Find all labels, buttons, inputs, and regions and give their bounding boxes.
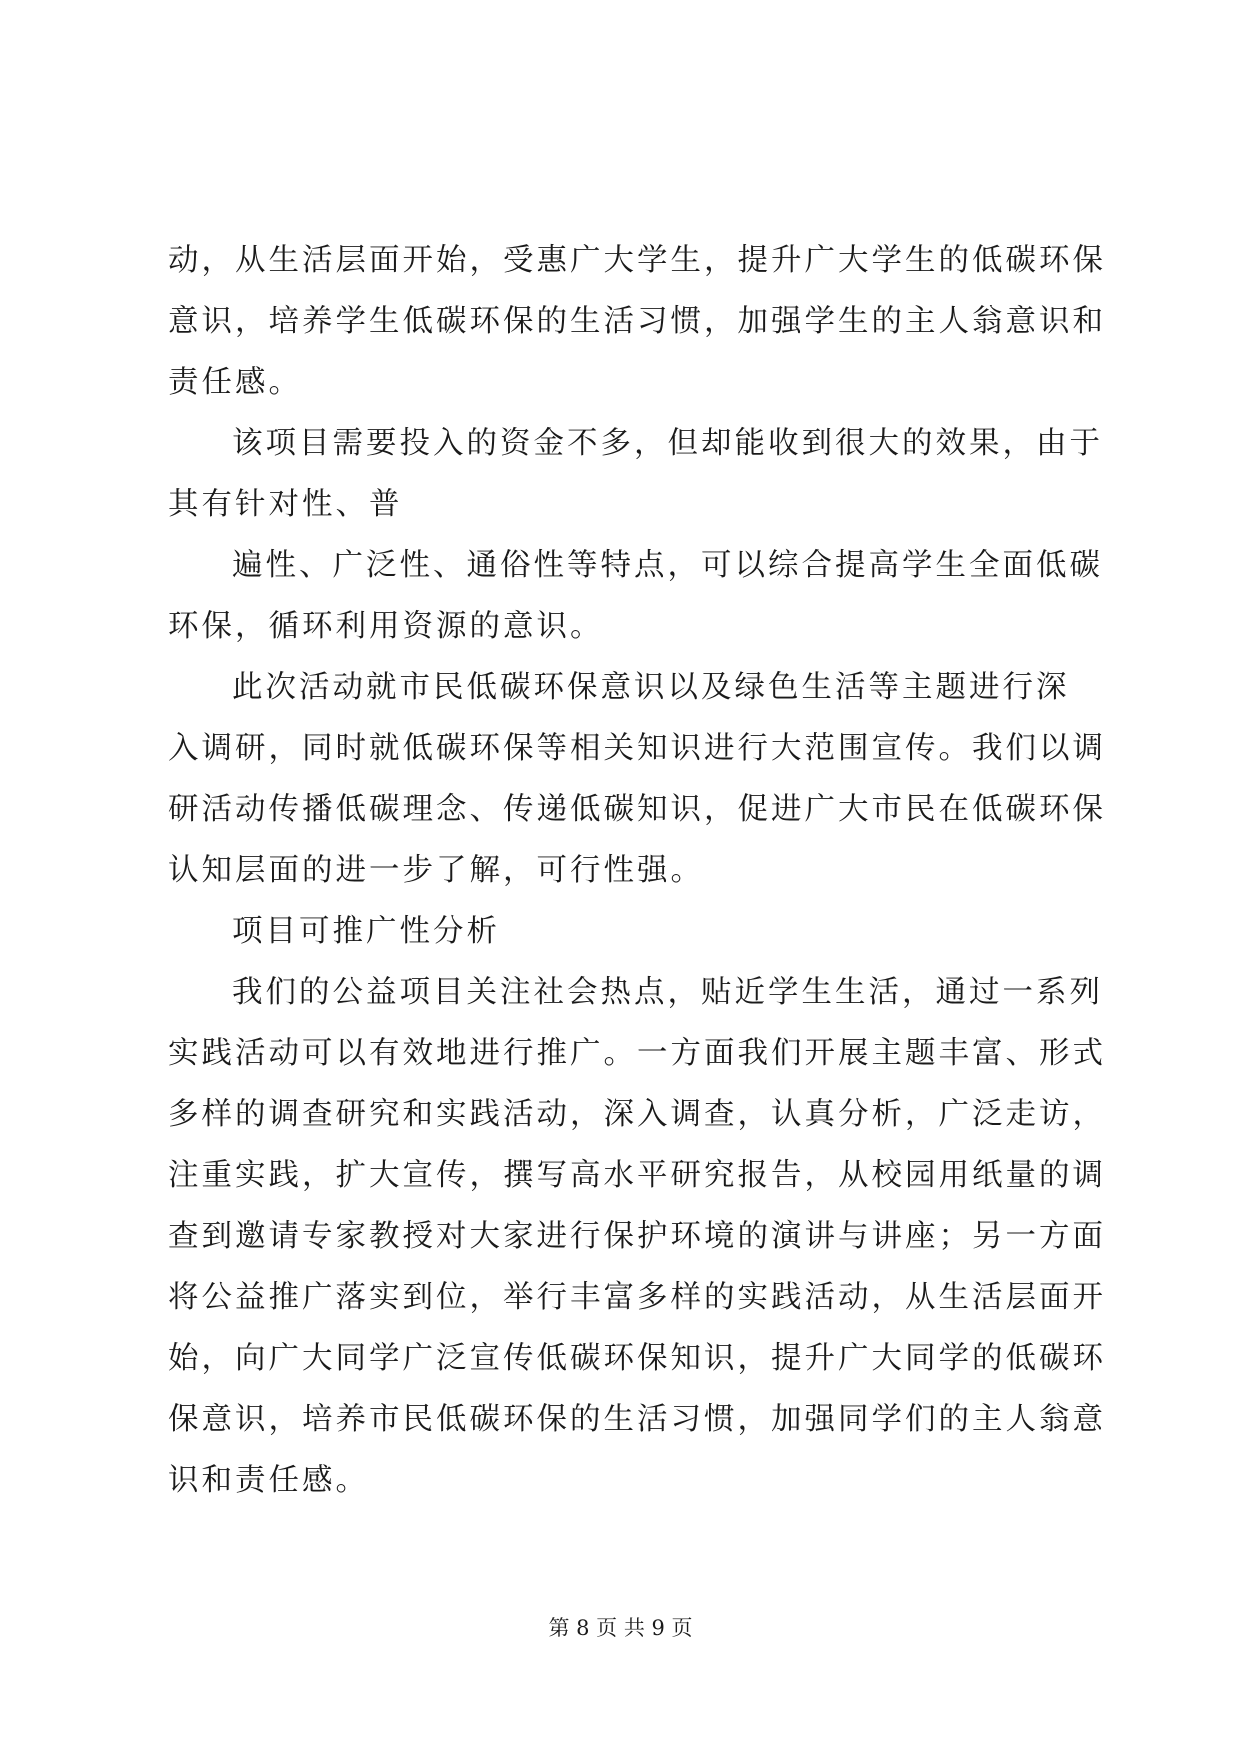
text-line: 研活动传播低碳理念、传递低碳知识，促进广大市民在低碳环保 [168,792,1106,827]
text-line: 此次活动就市民低碳环保意识以及绿色生活等主题进行深 [232,670,1070,705]
text-line: 项目可推广性分析 [232,914,500,949]
text-line: 意识，培养学生低碳环保的生活习惯，加强学生的主人翁意识和 [168,304,1106,339]
text-line: 我们的公益项目关注社会热点，贴近学生生活，通过一系列 [232,975,1103,1010]
text-line: 责任感。 [168,365,302,400]
text-line: 注重实践，扩大宣传，撰写高水平研究报告，从校园用纸量的调 [168,1158,1106,1193]
document-body [168,230,1106,1511]
text-line: 多样的调查研究和实践活动，深入调查，认真分析，广泛走访， [168,1097,1106,1132]
text-line: 其有针对性、普 [168,487,403,522]
text-line: 入调研，同时就低碳环保等相关知识进行大范围宣传。我们以调 [168,731,1106,766]
text-line: 遍性、广泛性、通俗性等特点，可以综合提高学生全面低碳 [232,548,1103,583]
text-line: 将公益推广落实到位，举行丰富多样的实践活动，从生活层面开 [168,1280,1106,1315]
text-line: 该项目需要投入的资金不多，但却能收到很大的效果，由于 [232,426,1103,461]
text-line: 始，向广大同学广泛宣传低碳环保知识，提升广大同学的低碳环 [168,1341,1106,1376]
text-line: 动，从生活层面开始，受惠广大学生，提升广大学生的低碳环保 [168,243,1106,278]
page-footer: 第 8 页 共 9 页 [548,1616,693,1640]
text-line: 识和责任感。 [168,1463,369,1498]
text-line: 保意识，培养市民低碳环保的生活习惯，加强同学们的主人翁意 [168,1402,1106,1437]
text-line: 实践活动可以有效地进行推广。一方面我们开展主题丰富、形式 [168,1036,1106,1071]
text-line: 环保，循环利用资源的意识。 [168,609,604,644]
text-line: 查到邀请专家教授对大家进行保护环境的演讲与讲座；另一方面 [168,1219,1106,1254]
text-line: 认知层面的进一步了解，可行性强。 [168,853,704,888]
